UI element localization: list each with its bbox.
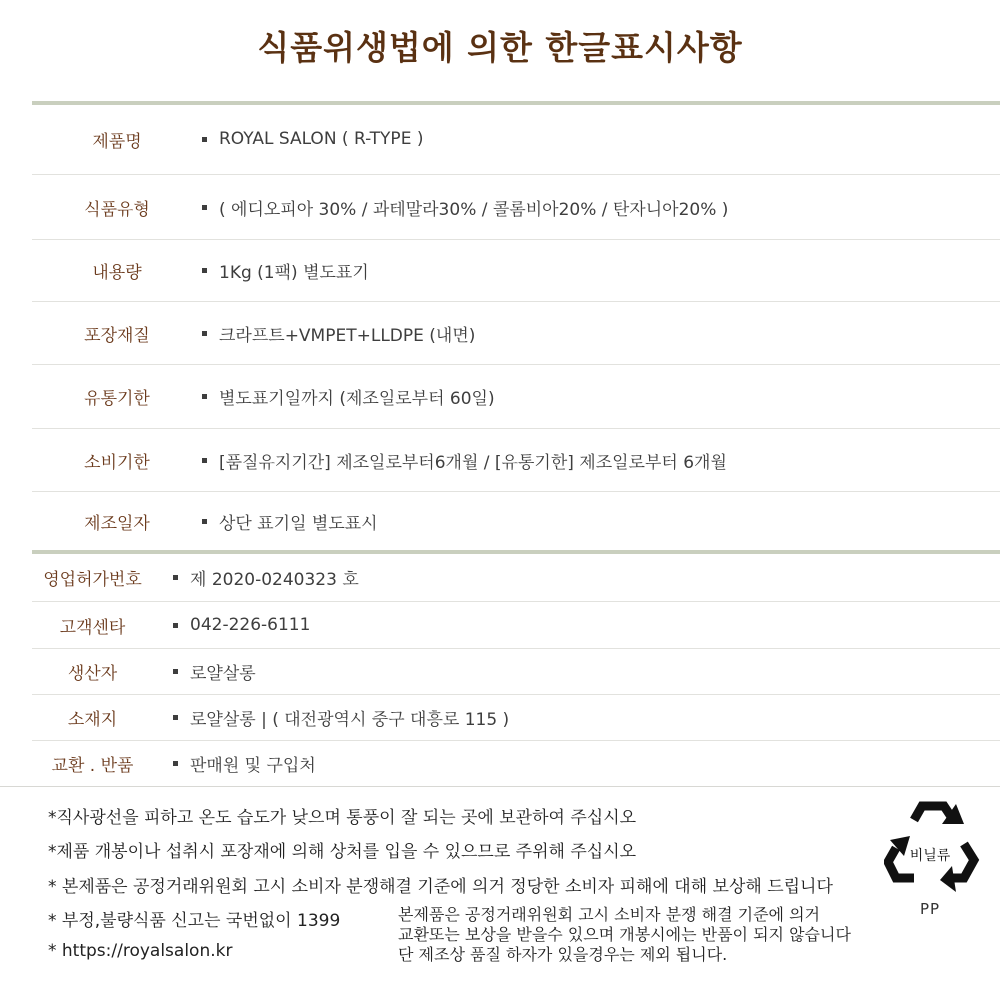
row-value xyxy=(173,705,509,730)
page-title: 식품위생법에 의한 한글표시사항 xyxy=(257,28,743,67)
refund-notice-line: 본제품은 공정거래위원회 고시 소비자 분쟁 해결 기준에 의거 xyxy=(398,905,821,924)
table-row xyxy=(0,649,1000,694)
compensation-note: * 본제품은 공정거래위원회 고시 소비자 분쟁해결 기준에 의거 정당한 소비자 피해에 대해 보상해 드립니다 xyxy=(48,877,833,897)
row-label: 내용량 xyxy=(92,263,142,283)
bullet-icon xyxy=(202,331,207,336)
row-label: 식품유형 xyxy=(84,199,150,220)
row-value-text: 로얄살롱 xyxy=(190,664,256,684)
bullet-icon xyxy=(202,268,207,273)
refund-notice-line: 단 제조상 품질 하자가 있을경우는 제외 됩니다. xyxy=(398,945,728,964)
caution-note: *제품 개봉이나 섭취시 포장재에 의해 상처를 입을 수 있으므로 주위해 주십시오 xyxy=(48,842,637,862)
row-value xyxy=(202,129,423,149)
row-label: 유통기한 xyxy=(84,389,150,409)
table-row xyxy=(32,104,1000,174)
table-row xyxy=(32,175,1000,239)
refund-notice-line: 교환또는 보상을 받을수 있으며 개봉시에는 반품이 되지 않습니다 xyxy=(398,925,851,944)
table-row xyxy=(32,240,1000,301)
row-label: 소재지 xyxy=(67,710,118,730)
bullet-icon xyxy=(173,623,178,628)
bullet-icon xyxy=(202,458,207,463)
row-value xyxy=(202,448,727,473)
bullet-icon xyxy=(173,669,178,674)
row-value xyxy=(202,321,475,346)
row-label: 생산자 xyxy=(67,664,118,684)
row-value xyxy=(202,384,495,409)
row-value-text: 상단 표기일 별도표시 xyxy=(219,513,378,534)
recycle-category-label: 비닐류 xyxy=(909,848,951,864)
report-note: * 부정,불량식품 신고는 국번없이 1399 xyxy=(48,911,341,931)
row-value-text: 042-226-6111 xyxy=(190,615,311,635)
bullet-icon xyxy=(202,137,207,142)
table-row xyxy=(32,492,1000,550)
row-value-text: 별도표기일까지 (제조일로부터 60일) xyxy=(219,389,495,409)
table-row xyxy=(0,602,1000,648)
row-value xyxy=(173,565,359,590)
bullet-icon xyxy=(202,519,207,524)
row-value-text: [품질유지기간] 제조일로부터6개월 / [유통기한] 제조일로부터 6개월 xyxy=(219,452,727,473)
bullet-icon xyxy=(173,761,178,766)
table-row xyxy=(0,695,1000,740)
row-value xyxy=(173,659,256,684)
row-value xyxy=(173,751,316,776)
website-link[interactable]: * https://royalsalon.kr xyxy=(48,941,233,961)
row-label: 고객센타 xyxy=(59,617,126,638)
row-label: 제품명 xyxy=(92,131,142,152)
table-row xyxy=(32,302,1000,364)
bullet-icon xyxy=(202,205,207,210)
row-value-text: ROYAL SALON ( R-TYPE ) xyxy=(219,129,424,149)
row-value xyxy=(202,195,728,220)
table-row xyxy=(32,429,1000,491)
bullet-icon xyxy=(202,394,207,399)
row-label: 포장재질 xyxy=(84,325,150,346)
table-row xyxy=(0,741,1000,786)
row-value-text: 제 2020-0240323 호 xyxy=(190,570,359,590)
row-value-text: 크라프트+VMPET+LLDPE (내면) xyxy=(219,325,476,346)
row-value-text: ( 에디오피아 30% / 과테말라30% / 콜롬비아20% / 탄자니아20% ) xyxy=(219,199,729,220)
row-value xyxy=(202,258,369,283)
bottom-divider xyxy=(0,786,1000,787)
bullet-icon xyxy=(173,575,178,580)
row-value-text: 1Kg (1팩) 별도표기 xyxy=(219,263,369,283)
row-label: 제조일자 xyxy=(84,513,150,534)
row-label: 교환 . 반품 xyxy=(51,756,134,776)
row-label: 소비기한 xyxy=(84,452,150,473)
row-value-text: 로얄살롱 | ( 대전광역시 중구 대흥로 115 ) xyxy=(190,710,510,730)
recycle-icon xyxy=(884,798,980,898)
row-value xyxy=(173,615,310,635)
row-value-text: 판매원 및 구입처 xyxy=(190,756,316,776)
table-row xyxy=(0,554,1000,601)
row-value xyxy=(202,509,378,534)
storage-note: *직사광선을 피하고 온도 습도가 낮으며 통풍이 잘 되는 곳에 보관하여 주십시오 xyxy=(48,808,637,828)
row-label: 영업허가번호 xyxy=(43,570,142,590)
material-code: PP xyxy=(920,900,941,918)
table-row xyxy=(32,365,1000,428)
refund-notice xyxy=(398,905,851,965)
bullet-icon xyxy=(173,715,178,720)
